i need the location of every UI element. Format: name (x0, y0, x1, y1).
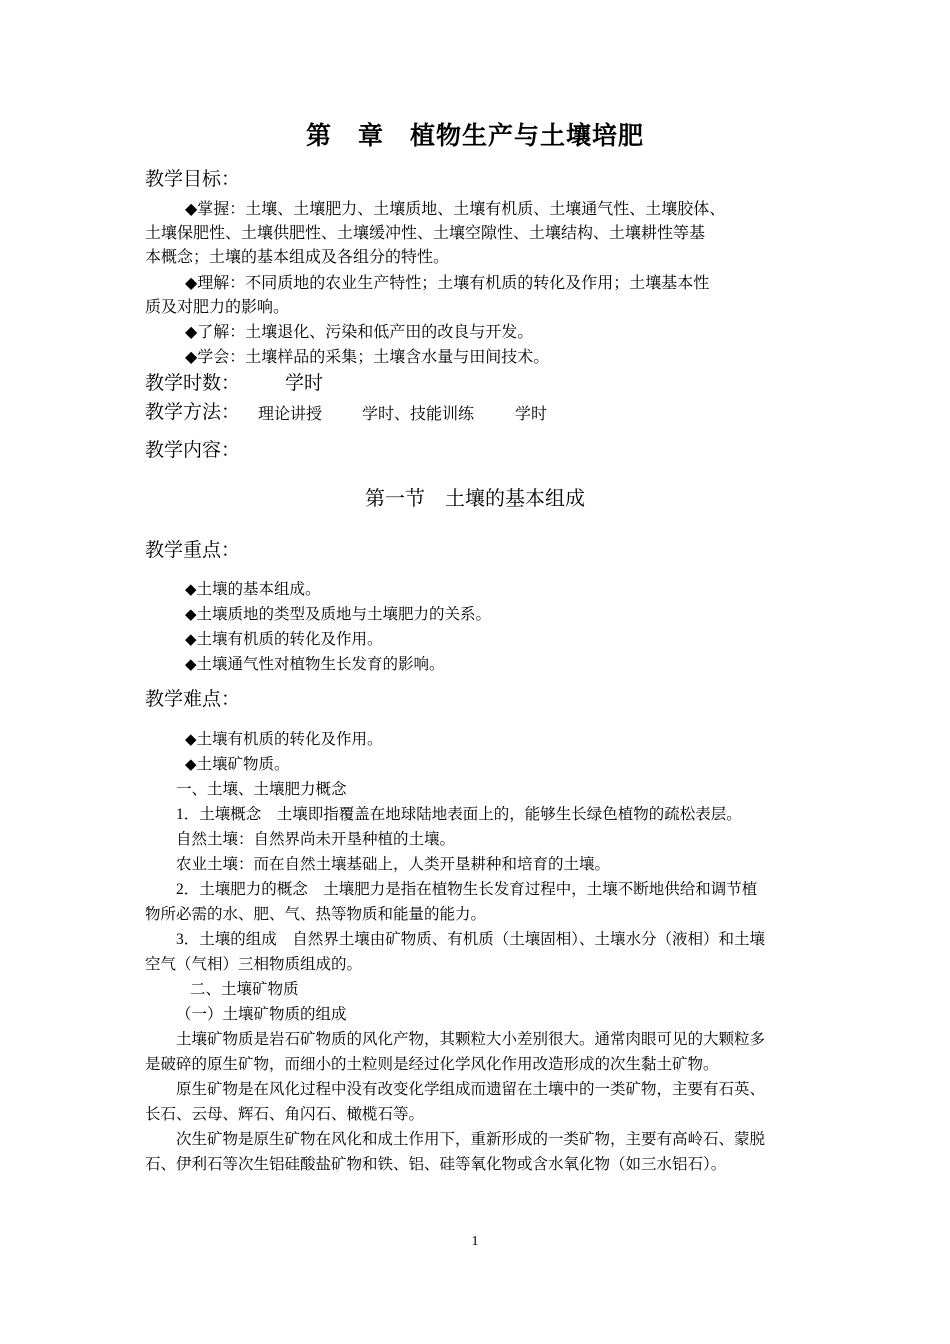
body-paragraph-6-line-2: 是破碎的原生矿物，而细小的土粒则是经过化学风化作用改造形成的次生黏土矿物。 (145, 1056, 719, 1073)
teaching-method-part3: 学时 (515, 404, 548, 423)
teaching-hours-label: 教学时数： (145, 372, 241, 394)
body-paragraph-1: 1．土壤概念 土壤即指覆盖在地球陆地表面上的，能够生长绿色植物的疏松表层。 (176, 806, 742, 823)
teaching-content-label: 教学内容： (145, 439, 241, 461)
teaching-hours-value: 学时 (285, 372, 324, 394)
body-paragraph-8-line-1: 次生矿物是原生矿物在风化和成土作用下，重新形成的一类矿物，主要有高岭石、蒙脱 (176, 1131, 766, 1148)
body-paragraph-5-line-1: 3．土壤的组成 自然界土壤由矿物质、有机质（土壤固相）、土壤水分（液相）和土壤 (176, 931, 766, 948)
body-paragraph-5-line-2: 空气（气相）三相物质组成的。 (145, 956, 363, 973)
bullet-diamond-icon: ◆ (185, 582, 197, 598)
bullet-diamond-icon: ◆ (185, 657, 197, 673)
goal-understand-line-2: 质及对肥力的影响。 (145, 297, 290, 316)
bullet-diamond-icon: ◆ (185, 632, 197, 648)
goal-master-line-1: ◆掌握：土壤、土壤肥力、土壤质地、土壤有机质、土壤通气性、土壤胶体、 (185, 199, 726, 218)
difficult-point-item: ◆土壤矿物质。 (185, 756, 290, 773)
body-paragraph-4-line-1: 2．土壤肥力的概念 土壤肥力是指在植物生长发育过程中，土壤不断地供给和调节植 (176, 881, 758, 898)
body-paragraph-2: 自然土壤：自然界尚未开垦种植的土壤。 (176, 831, 456, 848)
body-paragraph-3: 农业土壤：而在自然土壤基础上，人类开垦耕种和培育的土壤。 (176, 856, 611, 873)
section-title: 第一节 土壤的基本组成 (365, 488, 585, 510)
goal-learn-line: ◆学会：土壤样品的采集；土壤含水量与田间技术。 (185, 347, 550, 366)
teaching-method-part1: 理论讲授 (258, 404, 323, 423)
teaching-method-part2: 学时、技能训练 (362, 404, 475, 423)
key-point-item: ◆土壤有机质的转化及作用。 (185, 631, 383, 648)
body-paragraph-8-line-2: 石、伊利石等次生铝硅酸盐矿物和铁、铝、硅等氧化物或含水氧化物（如三水铝石）。 (145, 1156, 727, 1173)
subheading-2: 二、土壤矿物质 (190, 981, 299, 998)
subheading-3: （一）土壤矿物质的组成 (176, 1006, 347, 1023)
goal-master-line-3: 本概念；土壤的基本组成及各组分的特性。 (145, 247, 450, 266)
body-paragraph-4-line-2: 物所必需的水、肥、气、热等物质和能量的能力。 (145, 906, 487, 923)
difficult-point-item: ◆土壤有机质的转化及作用。 (185, 731, 383, 748)
key-point-item: ◆土壤的基本组成。 (185, 581, 321, 598)
body-paragraph-7-line-1: 原生矿物是在风化过程中没有改变化学组成而遗留在土壤中的一类矿物，主要有石英、 (176, 1081, 766, 1098)
body-paragraph-6-line-1: 土壤矿物质是岩石矿物质的风化产物，其颗粒大小差别很大。通常肉眼可见的大颗粒多 (176, 1031, 766, 1048)
goal-master-line-2: 土壤保肥性、土壤供肥性、土壤缓冲性、土壤空隙性、土壤结构、土壤耕性等基 (145, 223, 706, 242)
body-paragraph-7-line-2: 长石、云母、辉石、角闪石、橄榄石等。 (145, 1106, 425, 1123)
subheading-1: 一、土壤、土壤肥力概念 (176, 781, 347, 798)
teaching-goals-heading: 教学目标： (145, 168, 241, 190)
goal-know-line: ◆了解：土壤退化、污染和低产田的改良与开发。 (185, 322, 534, 341)
key-point-item: ◆土壤通气性对植物生长发育的影响。 (185, 656, 445, 673)
teaching-method-label: 教学方法： (145, 401, 241, 423)
key-point-item: ◆土壤质地的类型及质地与土壤肥力的关系。 (185, 606, 492, 623)
chapter-title: 第 章 植物生产与土壤培肥 (305, 121, 644, 150)
difficult-points-heading: 教学难点： (145, 688, 241, 710)
goal-understand-line-1: ◆理解：不同质地的农业生产特性；土壤有机质的转化及作用；土壤基本性 (185, 273, 710, 292)
bullet-diamond-icon: ◆ (185, 732, 197, 748)
key-points-heading: 教学重点： (145, 539, 241, 561)
bullet-diamond-icon: ◆ (185, 757, 197, 773)
bullet-diamond-icon: ◆ (185, 607, 197, 623)
page-number: 1 (471, 1234, 479, 1249)
